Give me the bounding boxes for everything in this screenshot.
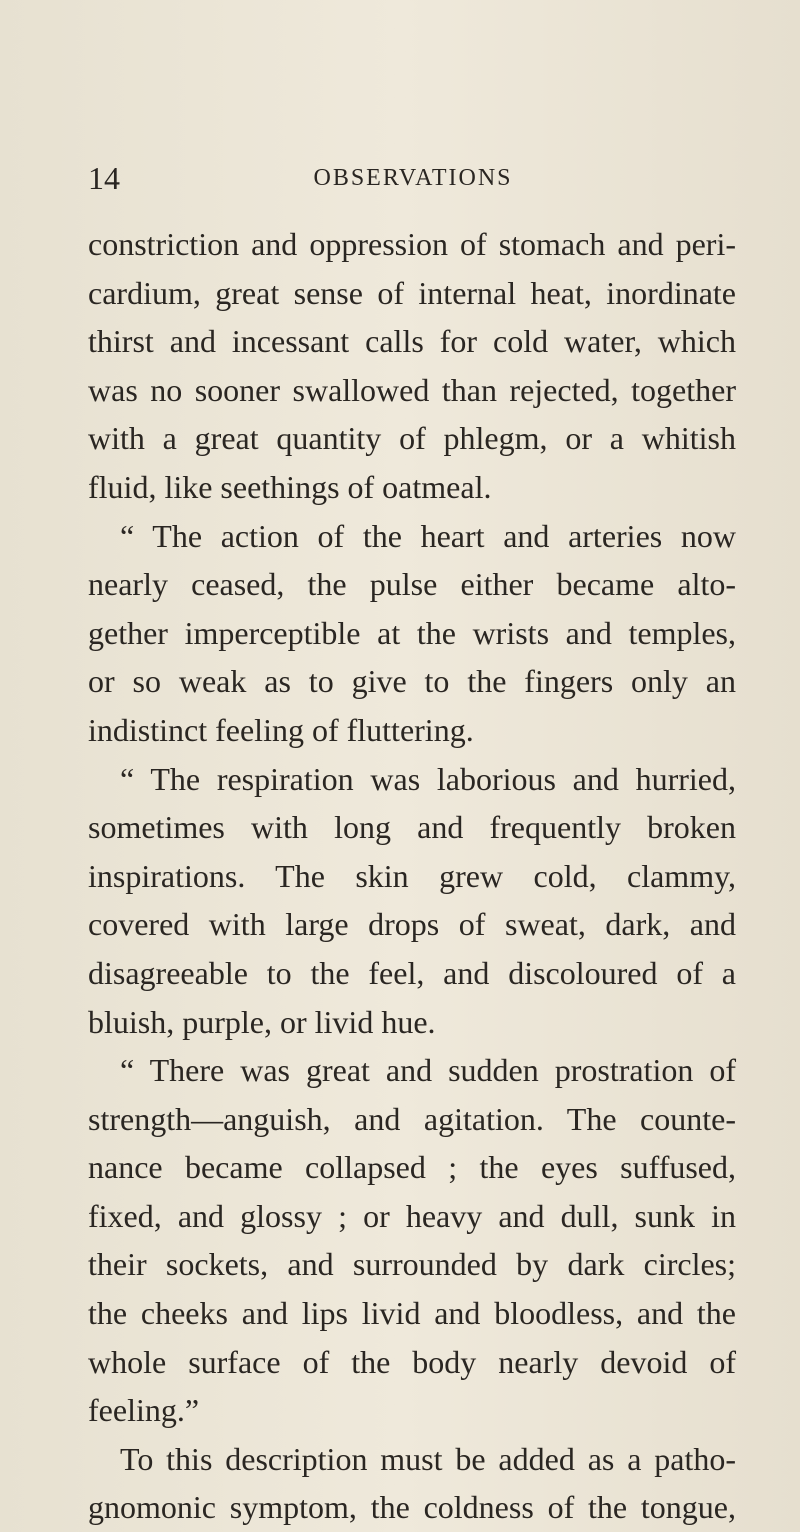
text-line: inspirations. The skin grew cold, clammy, bbox=[88, 857, 736, 894]
text-line: the cheeks and lips livid and bloodless, and the bbox=[88, 1295, 736, 1332]
text-line: feeling.” bbox=[88, 1392, 200, 1429]
text-line: their sockets, and surrounded by dark circles; bbox=[88, 1246, 736, 1283]
text-line: “ The action of the heart and arteries now bbox=[120, 517, 736, 554]
text-line: “ The respiration was laborious and hurried, bbox=[120, 760, 736, 797]
text-line: nance became collapsed ; the eyes suffused, bbox=[88, 1149, 736, 1186]
text-line: sometimes with long and frequently broken bbox=[88, 809, 736, 846]
text-line: nearly ceased, the pulse either became alto- bbox=[88, 566, 736, 603]
text-line: thirst and incessant calls for cold water, which bbox=[88, 323, 736, 360]
text-line: fluid, like seethings of oatmeal. bbox=[88, 468, 492, 505]
page-header bbox=[88, 158, 738, 198]
text-line: or so weak as to give to the fingers only an bbox=[88, 663, 736, 700]
page-number: 14 bbox=[88, 160, 120, 196]
text-line: cardium, great sense of internal heat, inordinate bbox=[88, 274, 736, 311]
text-line: disagreeable to the feel, and discoloured of a bbox=[88, 954, 736, 991]
body-text bbox=[88, 220, 736, 1532]
running-head: OBSERVATIONS bbox=[313, 165, 513, 191]
text-line: bluish, purple, or livid hue. bbox=[88, 1003, 436, 1040]
text-line: gether imperceptible at the wrists and temples, bbox=[88, 614, 736, 651]
text-line: To this description must be added as a patho- bbox=[120, 1440, 736, 1477]
text-line: whole surface of the body nearly devoid of bbox=[88, 1343, 736, 1380]
text-line: covered with large drops of sweat, dark, and bbox=[88, 906, 736, 943]
text-line: strength—anguish, and agitation. The counte- bbox=[88, 1100, 736, 1137]
text-line: indistinct feeling of fluttering. bbox=[88, 711, 474, 748]
text-line: fixed, and glossy ; or heavy and dull, sunk in bbox=[88, 1197, 736, 1234]
text-line: constriction and oppression of stomach and peri- bbox=[88, 226, 736, 262]
text-line: with a great quantity of phlegm, or a whitish bbox=[88, 420, 736, 457]
text-line: was no sooner swallowed than rejected, together bbox=[88, 371, 736, 408]
text-line: gnomonic symptom, the coldness of the tongue, bbox=[88, 1489, 736, 1526]
text-line: “ There was great and sudden prostration of bbox=[120, 1052, 736, 1089]
